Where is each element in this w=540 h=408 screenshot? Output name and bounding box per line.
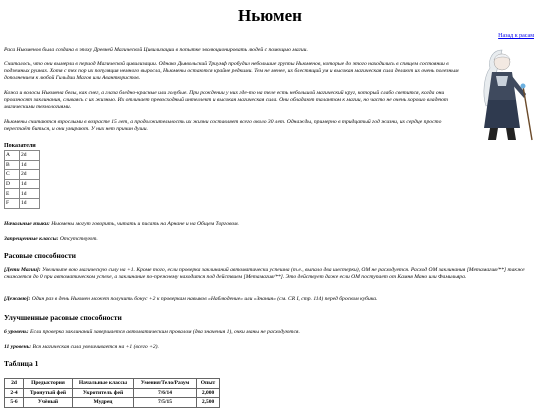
racial-abilities-heading: Расовые способности [4, 251, 76, 260]
table-row: 5-6 Учёный Мудрец 7/5/15 2,500 [5, 398, 220, 408]
improved-abilities-heading: Улучшенные расовые способности [4, 313, 122, 322]
table-row: 2-4 Тронутый фей Укротитель фей 7/6/14 2,000 [5, 388, 220, 398]
stats-heading: Показатели [4, 143, 36, 149]
newman-character-illustration [468, 46, 538, 142]
table-row: D 1d [5, 179, 40, 189]
background-table [4, 378, 220, 408]
table-row: F 1d [5, 198, 40, 208]
table-row: B 1d [5, 160, 40, 170]
forbidden-classes: Запрещенные классы: Отсутствуют. [4, 236, 98, 242]
intro-paragraph: Ньюмены считаются взрослыми в возрасте 15 лет, а продолжительность их жизни составляет всего около 30 лет. Однажды, примерно в тридцатый год жизни, их сердце просто перестаёт биться, и они умирают. У них нет причин души. [4, 119, 442, 132]
table-row: A 2d [5, 151, 40, 161]
stats-table [4, 150, 40, 209]
intro-paragraph: Раса Ньюменов была создана в эпоху Древней Магической Цивилизации в попытке эволюционировать людей с помощью магии. [4, 47, 308, 53]
improved-level-6: 6 уровень: Если проверка заклинаний завершается автоматическим провалом (два значения 1), очки маны не расходуются. [4, 329, 300, 335]
starting-languages: Начальные языки: Ньюмены могут говорить, читать и писать на Арнане и на Общем Торговом. [4, 221, 239, 227]
improved-level-11: 11 уровень: Вся магическая сила увеличивается на +1 (всего +2). [4, 344, 159, 350]
intro-paragraph: Кожа и волосы Ньюмена белы, как снег, а глаза бледно-красные или голубые. При рождении у них где-то на теле есть небольшой магический круг, который слабо светится, когда они произносят заклинания, сливаясь с их жизнью. Их отличает превосходный интеллект и высокая магическая сила. Они обладают талантом к магии, но часто не очень хорошо владеют магическими технологиями. [4, 90, 448, 110]
back-to-races-link[interactable]: Назад к расам [498, 33, 534, 39]
ability-deja-vu: [Дежавю]: Один раз в день Ньюмен может получить бонус +2 к проверкам навыков «Наблюдение» или «Знания» (см. CR I, стр. 114) перед броском кубика. [4, 296, 378, 302]
table-1-heading: Таблица 1 [4, 359, 39, 368]
page-title: Ньюмен [238, 6, 302, 25]
ability-children-of-magic: [Дети Магии]: Увеличьте вою магическую силу на +1. Кроме того, если проверка заклинаний автоматически успешна (т.е., выпало два шестерки), ОМ не расходуется. Расход ОМ заклинания [Метамагия/**] также снижается до 0 при автоматическом успехе, а заклинание по-прежнему находится под действием [Метамагия/**]. Это действует даже если ОМ поступает от Камня Мано или Фамильяра. [4, 267, 525, 280]
table-row: C 2d [5, 170, 40, 180]
table-row: E 1d [5, 189, 40, 199]
intro-paragraph: Считалось, что они вымерли в период Магической цивилизации. Однако Дьявольский Триумф пробудил небольшие группы Ньюменов, которые до этого находились в спящем состоянии в подземных руинах. Хотя с тех пор их популяция немного выросла, Ньюмены остаются крайне редкими. Тем не менее, их блестящий ум и высокая магическая сила делают их очень полезным дополнением к любой Гильдии Магов или Авантюристов. [4, 61, 459, 81]
table-header-row: 2d Предыстория Начальные классы Умения/Тело/Разум Опыт [5, 379, 220, 389]
